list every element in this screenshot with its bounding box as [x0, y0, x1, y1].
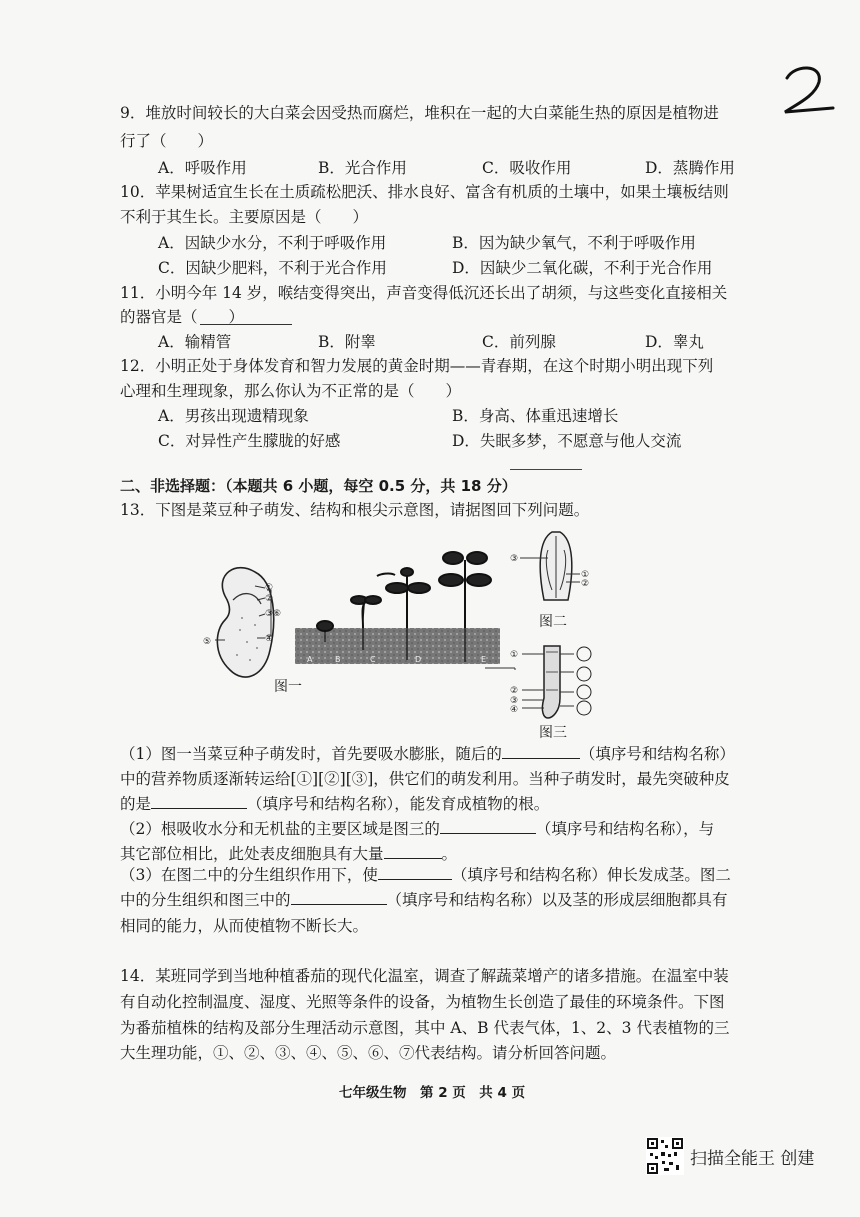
q13-p3-line3: 相同的能力，从而使植物不断长大。 — [120, 917, 369, 935]
q13-p2-text-a: （2）根吸收水分和无机盐的主要区域是图三的 — [120, 820, 440, 838]
figure-3-root-tip — [508, 642, 608, 722]
q13-p2-text-c: 其它部位相比，此处表皮细胞具有大量 — [120, 845, 384, 863]
q10-option-c: C．因缺少肥料，不利于光合作用 — [158, 259, 387, 277]
figure-1-label: 图一 — [274, 679, 302, 695]
q13-p3-blank-2[interactable] — [291, 888, 387, 905]
q12-line2: 心理和生理现象，那么你认为不正常的是（ ） — [120, 382, 462, 400]
q12-option-c: C．对异性产生朦胧的好感 — [158, 432, 341, 450]
q13-p1-blank-2[interactable] — [151, 792, 247, 809]
q13-p3-blank-1[interactable] — [378, 863, 452, 880]
svg-text:⑤: ⑤ — [203, 637, 212, 647]
q13-p1-text-d: 的是 — [120, 795, 152, 813]
svg-text:②: ② — [581, 579, 590, 589]
q13-p1-line2: 中的营养物质逐渐转运给[①][②][③]，供它们的萌发利用。当种子萌发时，最先突破种皮 — [120, 770, 730, 788]
stray-line — [510, 469, 582, 470]
q11-line1: 11．小明今年 14 岁，喉结变得突出，声音变得低沉还长出了胡须，与这些变化直接相关 — [120, 284, 728, 302]
svg-text:②: ② — [510, 686, 519, 696]
q9-line1: 9．堆放时间较长的大白菜会因受热而腐烂，堆积在一起的大白菜能生热的原因是植物进 — [120, 104, 719, 122]
q9-line2: 行了（ ） — [120, 132, 214, 150]
q12-line1: 12．小明正处于身体发育和智力发展的黄金时期——青春期，在这个时期小明出现下列 — [120, 357, 714, 375]
q13-p1-blank-1[interactable] — [502, 742, 580, 759]
q13-p2-blank-2[interactable] — [384, 842, 442, 859]
q12-option-b: B．身高、体重迅速增长 — [452, 407, 619, 425]
q11-option-d: D．睾丸 — [645, 333, 704, 351]
svg-text:①: ① — [510, 650, 519, 660]
svg-text:B: B — [335, 655, 341, 664]
q9-option-a: A．呼吸作用 — [158, 159, 247, 177]
q13-p3-text-a: （3）在图二中的分生组织作用下，使 — [120, 866, 378, 884]
q13-p3-line2 — [120, 888, 728, 912]
section-2-title: 二、非选择题：（本题共 6 小题，每空 0.5 分，共 18 分） — [120, 477, 517, 495]
q13-p3-text-d: （填序号和结构名称）以及茎的形成层细胞都具有 — [386, 891, 728, 909]
q13-p1-text-e: （填序号和结构名称），能发育成植物的根。 — [247, 795, 550, 813]
q10-option-d: D．因缺少二氧化碳，不利于光合作用 — [452, 259, 713, 277]
q11-answer-underline — [200, 324, 292, 325]
q13-p2-text-d: 。 — [441, 845, 458, 863]
svg-text:①: ① — [581, 570, 590, 580]
figure-3-label: 图三 — [539, 725, 567, 741]
q12-option-a: A．男孩出现遗精现象 — [158, 407, 309, 425]
svg-text:C: C — [370, 655, 376, 664]
q11-option-c: C．前列腺 — [482, 333, 556, 351]
q11-option-a: A．输精管 — [158, 333, 232, 351]
svg-text:D: D — [415, 655, 422, 664]
svg-text:③: ③ — [510, 554, 519, 564]
q13-p3-text-b: （填序号和结构名称）伸长发成茎。图二 — [451, 866, 731, 884]
q13-p3-text-c: 中的分生组织和图三中的 — [120, 891, 291, 909]
q10-option-b: B．因为缺少氧气，不利于呼吸作用 — [452, 234, 696, 252]
q14-line1: 14．某班同学到当地种植番茄的现代化温室，调查了解蔬菜增产的诸多措施。在温室中装 — [120, 967, 729, 985]
q14-line2: 有自动化控制温度、湿度、光照等条件的设备，为植物生长创造了最佳的环境条件。下图 — [120, 993, 725, 1011]
svg-text:③: ③ — [265, 609, 274, 619]
svg-text:③: ③ — [510, 696, 519, 706]
q11-line2: 的器官是（ ） — [120, 308, 245, 326]
svg-text:A: A — [307, 655, 313, 664]
q13-p1-text-b: （填序号和结构名称） — [579, 745, 735, 763]
q13-p2-text-b: （填序号和结构名称），与 — [535, 820, 715, 838]
q12-option-d: D．失眠多梦，不愿意与他人交流 — [452, 432, 682, 450]
q9-option-c: C．吸收作用 — [482, 159, 572, 177]
q13-stem: 13．下图是菜豆种子萌发、结构和根尖示意图，请据图回下列问题。 — [120, 501, 590, 519]
q13-p3-line1 — [120, 863, 731, 887]
q10-line2: 不利于其生长。主要原因是（ ） — [120, 208, 369, 226]
q14-line4: 大生理功能，①、②、③、④、⑤、⑥、⑦代表结构。请分析回答问题。 — [120, 1044, 617, 1062]
handwritten-page-number — [775, 60, 845, 120]
page-footer: 七年级生物 第 2 页 共 4 页 — [339, 1085, 526, 1101]
q14-line3: 为番茄植株的结构及部分生理活动示意图，其中 A、B 代表气体，1、2、3 代表植物的三 — [120, 1019, 730, 1037]
q9-option-b: B．光合作用 — [318, 159, 407, 177]
svg-text:⑥: ⑥ — [273, 609, 282, 619]
q10-option-a: A．因缺少水分，不利于呼吸作用 — [158, 234, 387, 252]
q9-option-d: D．蒸腾作用 — [645, 159, 735, 177]
q13-p1-text-a: （1）图一当菜豆种子萌发时，首先要吸水膨胀，随后的 — [120, 745, 502, 763]
q11-option-b: B．附睾 — [318, 333, 376, 351]
svg-text:①: ① — [265, 583, 274, 593]
svg-text:④: ④ — [265, 634, 274, 644]
q13-p2-line1 — [120, 817, 714, 841]
figure-2-label: 图二 — [539, 614, 567, 630]
q13-p1-line3 — [120, 792, 549, 816]
svg-text:②: ② — [265, 594, 274, 604]
scanner-watermark: 扫描全能王 创建 — [690, 1149, 815, 1169]
qr-code-icon — [646, 1137, 684, 1175]
figure-2-shoot-tip — [508, 530, 608, 610]
svg-text:④: ④ — [510, 705, 519, 715]
svg-text:E: E — [481, 655, 487, 664]
q10-line1: 10．苹果树适宜生长在土质疏松肥沃、排水良好、富含有机质的土壤中，如果土壤板结则 — [120, 183, 729, 201]
q13-p1-line1 — [120, 742, 735, 766]
q13-p2-blank-1[interactable] — [440, 817, 536, 834]
